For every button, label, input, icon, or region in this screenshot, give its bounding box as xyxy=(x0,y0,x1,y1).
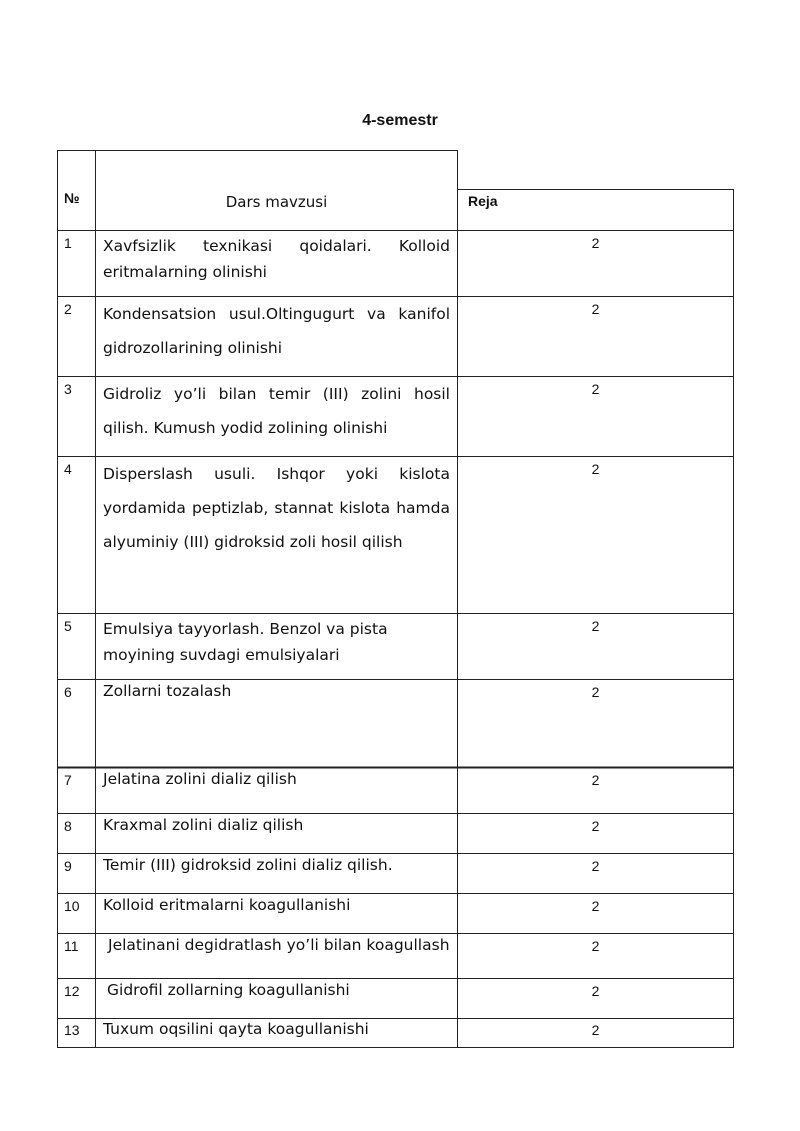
header-topic: Dars mavzusi xyxy=(225,193,328,211)
row-topic: Jelatinani degidratlash yo’li bilan koagullash xyxy=(108,936,450,954)
row-topic: Kolloid eritmalarni koagullanishi xyxy=(103,896,351,914)
row-number: 1 xyxy=(64,235,72,251)
row-number: 9 xyxy=(64,858,72,874)
row-hours: 2 xyxy=(591,898,600,914)
row-hours: 2 xyxy=(591,858,600,874)
row-hours: 2 xyxy=(591,938,600,954)
row-number: 7 xyxy=(64,772,72,788)
row-hours: 2 xyxy=(591,1022,600,1038)
row-topic: Gidrofil zollarning koagullanishi xyxy=(107,981,350,999)
row-hours: 2 xyxy=(591,983,600,999)
row-hours: 2 xyxy=(591,684,600,700)
row-topic: Jelatina zolini dializ qilish xyxy=(103,770,297,788)
row-number: 6 xyxy=(64,684,72,700)
header-plan: Reja xyxy=(468,193,498,209)
row-hours: 2 xyxy=(591,461,600,477)
row-number: 3 xyxy=(64,381,72,397)
row-topic: Xavfsizlik texnikasi qoidalari. Kolloid eritmalarning olinishi xyxy=(103,237,450,281)
row-number: 4 xyxy=(64,461,72,477)
row-topic: Emulsiya tayyorlash. Benzol va pista moyining suvdagi emulsiyalari xyxy=(103,620,388,664)
row-hours: 2 xyxy=(591,818,600,834)
row-number: 10 xyxy=(64,898,80,914)
row-topic: Kraxmal zolini dializ qilish xyxy=(103,816,304,834)
row-topic: Temir (III) gidroksid zolini dializ qilish. xyxy=(103,856,393,874)
row-topic: Tuxum oqsilini qayta koagullanishi xyxy=(103,1020,369,1038)
row-number: 5 xyxy=(64,618,72,634)
row-topic: Disperslash usuli. Ishqor yoki kislota yordamida peptizlab, stannat kislota hamda alyuminiy (III) gidroksid zoli hosil qilish xyxy=(103,465,450,551)
row-hours: 2 xyxy=(591,618,600,634)
row-hours: 2 xyxy=(591,381,600,397)
row-hours: 2 xyxy=(591,235,600,251)
row-topic: Kondensatsion usul.Oltingugurt va kanifol gidrozollarining olinishi xyxy=(103,305,450,357)
header-number: № xyxy=(64,190,80,206)
row-number: 2 xyxy=(64,301,72,317)
row-topic: Gidroliz yo’li bilan temir (III) zolini hosil qilish. Kumush yodid zolining olinishi xyxy=(103,385,450,437)
row-hours: 2 xyxy=(591,301,600,317)
row-topic: Zollarni tozalash xyxy=(103,682,232,700)
row-hours: 2 xyxy=(591,772,600,788)
row-number: 13 xyxy=(64,1022,80,1038)
row-number: 8 xyxy=(64,818,72,834)
row-number: 11 xyxy=(64,938,79,954)
page-title: 4-semestr xyxy=(362,112,438,129)
row-number: 12 xyxy=(64,983,80,999)
